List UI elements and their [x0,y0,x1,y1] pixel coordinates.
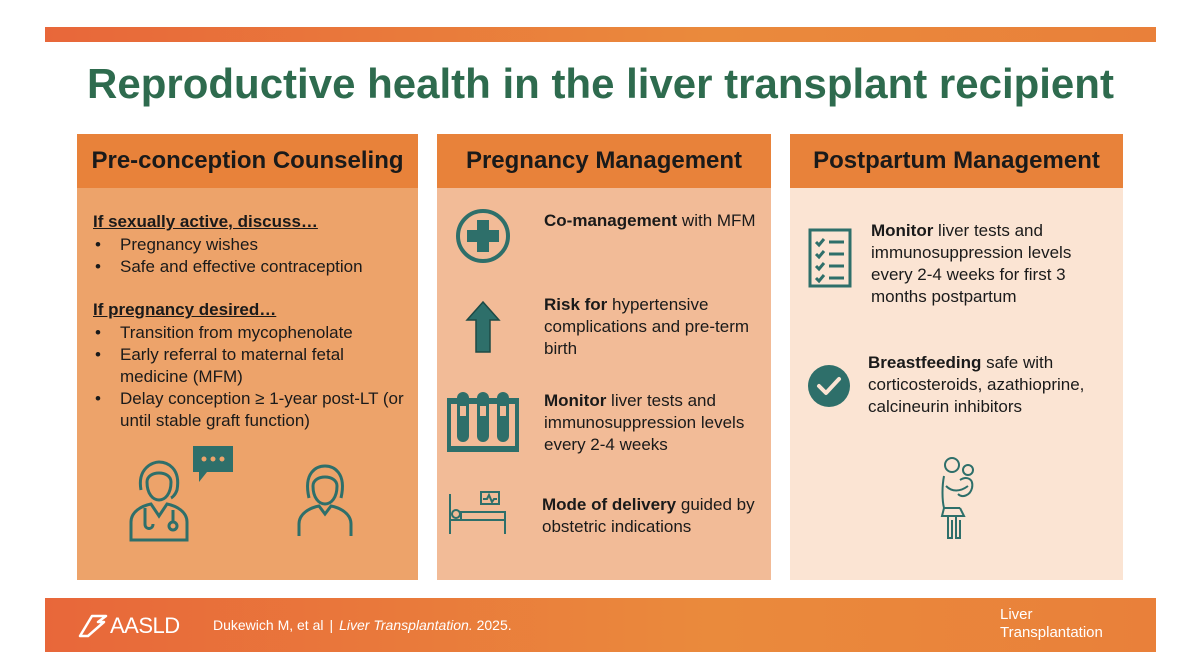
citation-authors: Dukewich M, et al [213,617,324,633]
list-item: • Pregnancy wishes [93,234,408,256]
breastfeeding-text: Breastfeeding safe with corticosteroids, azathioprine, calcineurin inhibitors [868,353,1085,416]
mother-child-icon [938,456,978,540]
postpartum-column [790,134,1123,580]
postpartum-heading: Postpartum Management [790,134,1123,188]
pregnancy-heading: Pregnancy Management [437,134,771,188]
patient-icon [295,464,355,538]
page-title: Reproductive health in the liver transplant recipient [87,60,1114,107]
list-item: • Transition from mycophenolate [93,322,408,344]
preconception-heading: Pre-conception Counseling [77,134,418,188]
hospital-bed-icon [447,490,509,536]
pregnancy-desired-list [93,322,408,432]
pregnancy-desired-heading: If pregnancy desired… [93,300,277,319]
list-item: • Delay conception ≥ 1-year post-LT (or until stable graft function) [93,388,408,432]
citation-year: 2025. [476,617,512,633]
citation [213,617,512,633]
aasld-logo [78,612,188,640]
medical-cross-icon [455,208,511,264]
preconception-column [77,134,418,580]
co-management-text: Co-management with MFM [544,211,756,230]
risk-text: Risk for hypertensive complications and pre-term birth [544,295,750,358]
sexually-active-list [93,234,408,278]
citation-separator: | [329,617,334,633]
pregnancy-column [437,134,771,580]
test-tubes-icon [445,390,521,454]
aasld-mark-icon [78,612,108,640]
logo-line-1: Liver [1000,606,1033,623]
list-item: • Early referral to maternal fetal medicine (MFM) [93,344,408,388]
delivery-text: Mode of delivery guided by obstetric indications [542,495,755,536]
chat-bubble-icon [191,444,235,484]
postpartum-body [790,188,1123,580]
sexually-active-heading: If sexually active, discuss… [93,212,318,231]
footer-bar [45,598,1156,652]
monitor-liver-text: Monitor liver tests and immunosuppression levels every 2-4 weeks [544,391,745,454]
checklist-icon [808,228,852,288]
aasld-wordmark: AASLD [110,613,180,638]
logo-line-2: Transplantation [1000,624,1103,641]
check-circle-icon [807,364,851,408]
pregnancy-body [437,188,771,580]
doctor-icon [127,460,191,542]
up-arrow-icon [465,300,501,354]
top-accent-bar [45,27,1156,42]
preconception-body [77,188,418,580]
list-item: • Safe and effective contraception [93,256,408,278]
postpartum-monitor-text: Monitor liver tests and immunosuppression levels every 2-4 weeks for first 3 months postpartum [871,221,1072,306]
liver-transplantation-logo [1000,606,1140,646]
citation-journal: Liver Transplantation. [339,617,473,633]
